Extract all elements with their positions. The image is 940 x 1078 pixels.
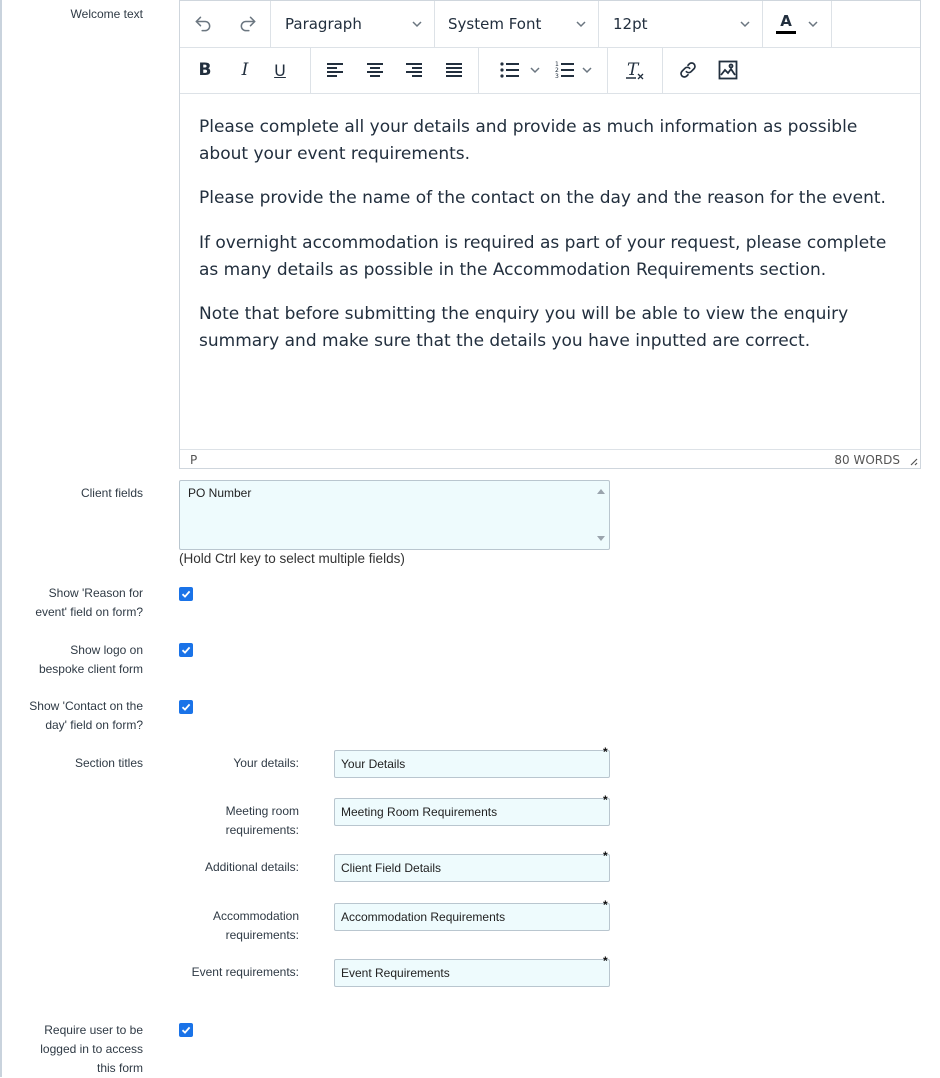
italic-icon[interactable]: I [241,60,249,80]
label-line: Accommodation [212,909,299,923]
show-reason-checkbox[interactable] [179,587,193,601]
client-fields-label: Client fields [80,486,143,500]
list-group [478,47,608,93]
client-fields-hint: (Hold Ctrl key to select multiple fields) [179,551,405,566]
accommodation-input[interactable] [334,903,610,931]
font-family-value: System Font [448,15,542,33]
redo-icon[interactable] [225,1,270,47]
chevron-down-icon[interactable] [528,63,542,77]
checkmark-icon [181,589,191,599]
link-icon[interactable] [665,47,710,93]
label-line: requirements: [225,823,299,837]
formatting-group [180,47,311,93]
text-color-button[interactable] [762,1,832,47]
font-family-dropdown[interactable] [434,1,599,47]
editor-toolbar-secondary [180,47,920,94]
insert-group [662,47,752,93]
align-center-icon[interactable] [356,47,394,93]
bullet-list-icon[interactable] [492,47,528,93]
accommodation-label [213,907,299,945]
welcome-paragraph: Please provide the name of the contact on the day and the reason for the event. [199,188,886,208]
alignment-group [310,47,479,93]
svg-text:1: 1 [555,61,559,68]
listbox-scrollbar[interactable] [593,481,609,549]
additional-details-input[interactable] [334,854,610,882]
checkmark-icon [181,645,191,655]
checkmark-icon [181,1025,191,1035]
scroll-up-icon[interactable] [597,488,605,494]
clear-format-group [607,47,663,93]
chevron-down-icon [738,17,752,31]
chevron-down-icon [410,17,424,31]
editor-statusbar [180,449,920,470]
additional-details-label: Additional details: [204,860,299,874]
required-marker: * [603,793,608,807]
block-format-value: Paragraph [285,15,362,33]
require-login-label [40,1021,143,1078]
block-format-dropdown[interactable] [270,1,435,47]
require-login-checkbox[interactable] [179,1023,193,1037]
svg-text:2: 2 [555,67,559,74]
font-size-dropdown[interactable] [598,1,763,47]
required-marker: * [603,849,608,863]
required-marker: * [603,745,608,759]
welcome-paragraph: Note that before submitting the enquiry you will be able to view the enquiry summary and make sure that the details you have inputted are correct. [199,304,849,351]
your-details-label: Your details: [233,756,299,770]
welcome-paragraph: If overnight accommodation is required as part of your request, please complete as many details as possible in the Accommodation Requirements section. [199,233,887,280]
required-marker: * [603,954,608,968]
font-size-value: 12pt [613,15,648,33]
resize-handle-icon[interactable] [908,456,918,466]
image-icon[interactable] [710,47,746,93]
label-line: Show 'Reason for [48,586,143,600]
chevron-down-icon [806,17,820,31]
label-line: logged in to access [40,1042,143,1056]
show-contact-label [29,697,143,735]
clear-formatting-icon[interactable] [607,47,662,93]
chevron-down-icon[interactable] [580,63,594,77]
svg-text:T: T [626,60,638,80]
client-fields-multiselect[interactable] [179,480,610,550]
align-right-icon[interactable] [394,47,434,93]
show-logo-label [39,641,143,679]
label-line: day' field on form? [45,718,143,732]
meeting-room-input[interactable] [334,798,610,826]
event-requirements-input[interactable] [334,959,610,987]
rich-text-editor [179,0,921,469]
checkmark-icon [181,702,191,712]
show-reason-label [35,584,143,622]
label-line: Require user to be [44,1023,143,1037]
label-line: bespoke client form [38,662,143,676]
chevron-down-icon [574,17,588,31]
label-line: Show 'Contact on the [29,699,143,713]
label-line: requirements: [225,928,299,942]
svg-text:3: 3 [555,73,559,79]
welcome-text-label: Welcome text [70,7,143,21]
scroll-down-icon[interactable] [597,536,605,542]
your-details-input[interactable] [334,750,610,778]
label-line: this form [96,1061,143,1075]
bold-icon[interactable]: B [198,60,212,80]
required-marker: * [603,898,608,912]
align-left-icon[interactable] [314,47,356,93]
label-line: Meeting room [225,804,299,818]
event-requirements-label: Event requirements: [191,965,299,979]
label-line: event' field on form? [35,605,143,619]
meeting-room-label [226,802,299,840]
welcome-paragraph: Please complete all your details and provide as much information as possible about your event requirements. [199,117,858,164]
element-path[interactable]: P [190,453,198,467]
align-justify-icon[interactable] [434,47,474,93]
editor-toolbar-primary [180,1,920,48]
client-field-option[interactable]: PO Number [188,486,252,500]
history-group [180,1,271,47]
editor-content-area[interactable] [180,94,920,449]
show-logo-checkbox[interactable] [179,643,193,657]
underline-icon[interactable]: U [274,60,286,80]
page-left-border [0,0,2,1077]
section-titles-label: Section titles [74,756,143,770]
show-contact-checkbox[interactable] [179,700,193,714]
text-color-icon: A [776,14,796,34]
word-count[interactable]: 80 WORDS [834,453,900,467]
numbered-list-icon[interactable] [550,47,580,93]
undo-icon[interactable] [180,1,225,47]
label-line: Show logo on [70,643,143,657]
